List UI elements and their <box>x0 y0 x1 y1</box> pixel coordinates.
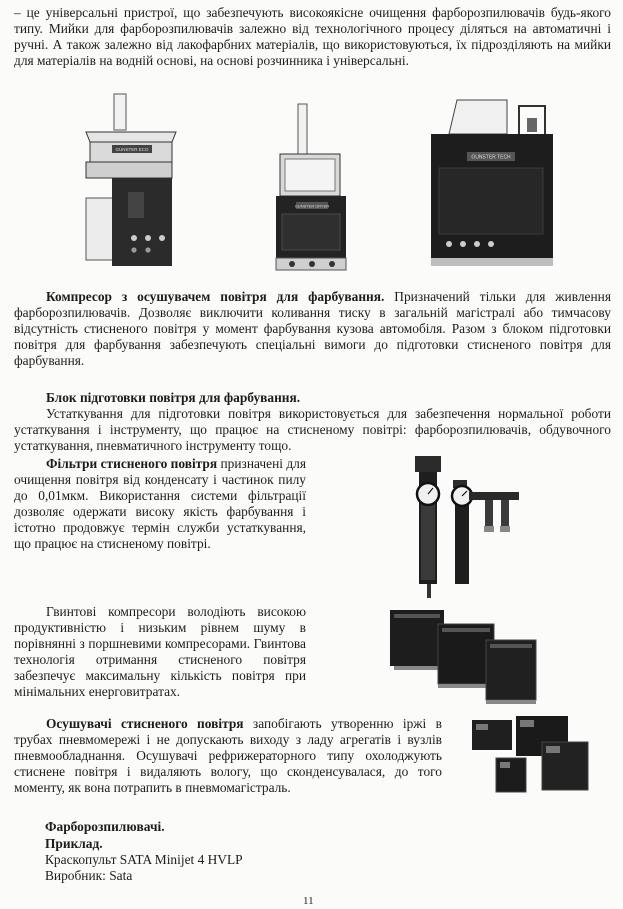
spraygun-maker: Виробник: Sata <box>45 868 133 883</box>
gun-washer-photo-3 <box>427 94 557 272</box>
air-filter-unit-photo <box>405 452 525 602</box>
screw-compressors-photo <box>388 604 538 708</box>
air-dryers-photo <box>470 714 594 796</box>
dryers-text: запобігають утворенню іржі в трубах пневмомережі і не допускають виходу з ладу агрегатів і вузлів пневмообладнання. Осушувачі рефрижераторного типу охолоджують стиснене повітря і видаляють вологу, що сконденсувалася, до того моменту, як вона потрапить в пневмомагістраль. <box>14 716 442 795</box>
washer-2-label: GUNSTER DRYER <box>294 203 330 209</box>
gun-washer-photo-2 <box>272 102 352 276</box>
washer-3-label: GUNSTER TECH <box>471 154 511 161</box>
dryers-paragraph <box>14 716 442 796</box>
air-prep-heading: Блок підготовки повітря для фарбування. <box>46 390 301 405</box>
air-prep-text: Устаткування для підготовки повітря використовується для забезпечення нормальної роботи устаткування і інструменту, що працює на стисненому повітрі: фарборозпилювачів, обдувочного устаткування, пневматичного інструменту тощо. <box>14 406 611 453</box>
filters-heading: Фільтри стисненого повітря <box>46 456 218 471</box>
compressor-text: Призначений тільки для живлення фарборозпилювачів. Дозволяє виключити коливання тиску в загальній магістралі або тимчасову відсутність стисненого повітря у момент фарбування кузова автомобіля. Разом з блоком підготовки повітря для фарбування забезпечують спеціальні вимоги до підготовки стисненого повітря для фарбування. <box>14 289 611 368</box>
gun-washer-photo-1 <box>82 92 180 270</box>
washer-1-label: GUNSTER ECO <box>115 147 149 152</box>
sprayguns-heading: Фарборозпилювачі. <box>45 819 165 834</box>
sprayguns-example-label: Приклад. <box>45 836 103 851</box>
compressor-paragraph <box>14 289 611 369</box>
filters-paragraph <box>14 456 306 552</box>
intro-paragraph: – це універсальні пристрої, що забезпечують високоякісне очищення фарборозпилювачів будь-якого типу. Мийки для фарборозпилювачів залежно від технологічного процесу діляться на автоматичні і ручні. А також залежно від лакофарбних матеріалів, що використовуються, їх підрозділяють на мийки для матеріалів на водній основі, на основі розчинника і універсальні. <box>14 5 611 68</box>
spraygun-model: Краскопульт SATA Minijet 4 HVLP <box>45 852 243 867</box>
dryers-heading: Осушувачі стисненого повітря <box>46 716 244 731</box>
page-number: 11 <box>303 895 314 907</box>
filters-text: призначені для очищення повітря від конденсату і частинок пилу до 0,01мкм. Використання системи фільтрації дозволяє одержати високу якість фарбування і істотно продовжує термін служби устаткування, що працює на стисненому повітрі. <box>14 456 306 551</box>
compressor-heading: Компресор з осушувачем повітря для фарбування. <box>46 289 385 304</box>
screw-compressor-paragraph: Гвинтові компресори володіють високою продуктивністю і низьким рівнем шуму в порівнянні з поршневими компресорами. Гвинтова технологія отримання стисненого повітря забезпечує максимальну кількість повітря при мінімальних енерговитратах. <box>14 604 306 699</box>
